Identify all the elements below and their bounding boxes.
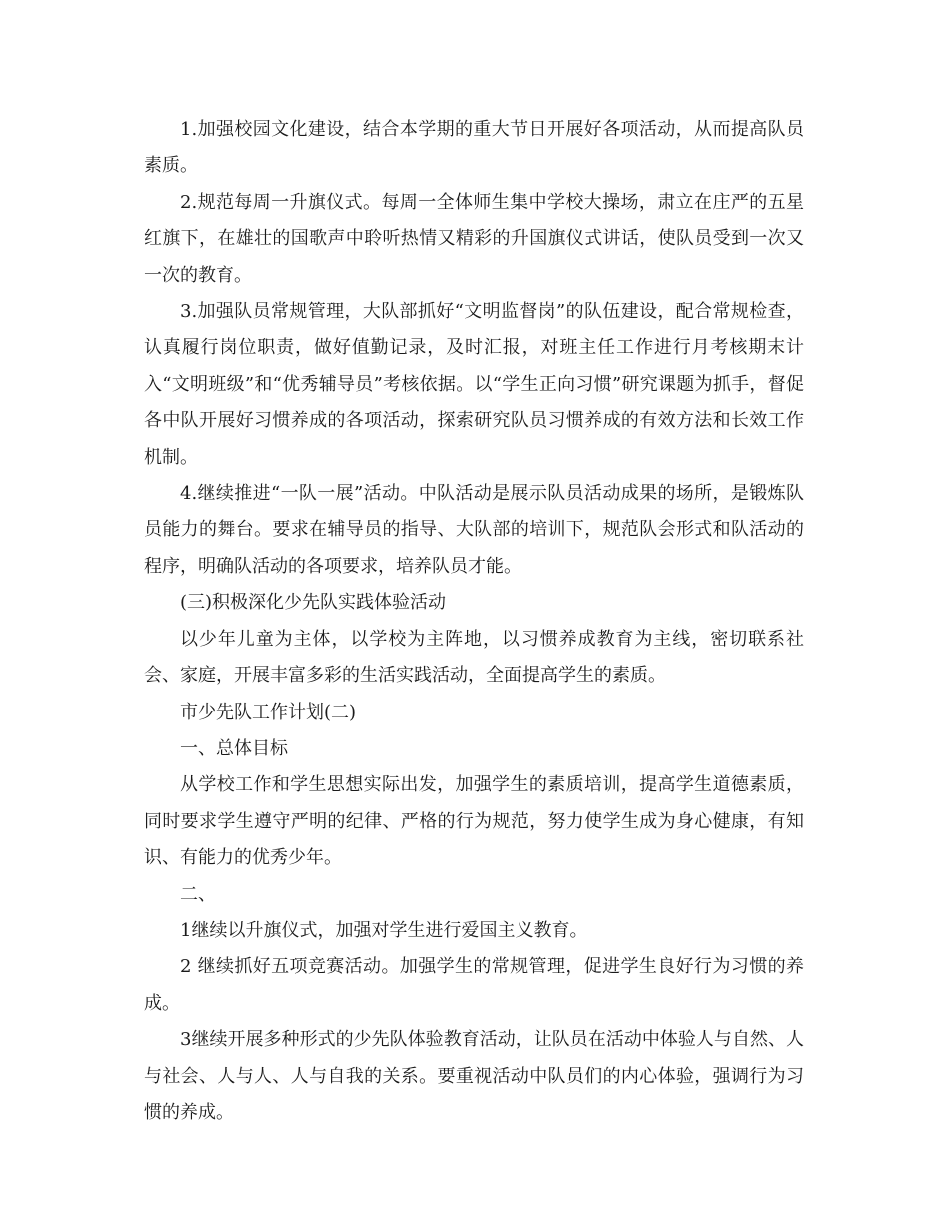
list-item-3: 3继续开展多种形式的少先队体验教育活动，让队员在活动中体验人与自然、人与社会、人与人、人与自我的关系。要重视活动中队员们的内心体验，强调行为习惯的养成。 <box>144 1029 804 1123</box>
list-item-1: 1继续以升旗仪式，加强对学生进行爱国主义教育。 <box>180 919 588 941</box>
paragraph-item-2: 2.规范每周一升旗仪式。每周一全体师生集中学校大操场，肃立在庄严的五星红旗下，在雄壮的国歌声中聆听热情又精彩的升国旗仪式讲话，使队员受到一次又一次的教育。 <box>144 191 804 286</box>
section-heading-two: 二、 <box>180 883 216 905</box>
paragraph-item-4: 4.继续推进“一队一展”活动。中队活动是展示队员活动成果的场所，是锻炼队员能力的舞台。要求在辅导员的指导、大队部的培训下，规范队会形式和队活动的程序，明确队活动的各项要求，培养队员才能。 <box>144 483 804 577</box>
paragraph-goals-body: 从学校工作和学生思想实际出发，加强学生的素质培训，提高学生道德素质，同时要求学生遵守严明的纪律、严格的行为规范，努力使学生成为身心健康，有知识、有能力的优秀少年。 <box>144 774 804 869</box>
section-heading-practice: (三)积极深化少先队实践体验活动 <box>180 592 447 614</box>
paragraph-item-1: 1.加强校园文化建设，结合本学期的重大节日开展好各项活动，从而提高队员素质。 <box>144 119 804 177</box>
paragraph-item-3: 3.加强队员常规管理，大队部抓好“文明监督岗”的队伍建设，配合常规检查，认真履行岗位职责，做好值勤记录，及时汇报，对班主任工作进行月考核期末计入“文明班级”和“优秀辅导员”考核依据。以“学生正向习惯”研究课题为抓手，督促各中队开展好习惯养成的各项活动，探索研究队员习惯养成的有效方法和长效工作机制。 <box>144 301 804 468</box>
document-body <box>144 112 804 1131</box>
section-heading-goals: 一、总体目标 <box>180 737 288 759</box>
plan-title: 市少先队工作计划(二) <box>180 701 357 723</box>
paragraph-practice-body: 以少年儿童为主体，以学校为主阵地，以习惯养成教育为主线，密切联系社会、家庭，开展丰富多彩的生活实践活动，全面提高学生的素质。 <box>144 628 804 687</box>
list-item-2: 2 继续抓好五项竞赛活动。加强学生的常规管理，促进学生良好行为习惯的养成。 <box>144 956 804 1014</box>
